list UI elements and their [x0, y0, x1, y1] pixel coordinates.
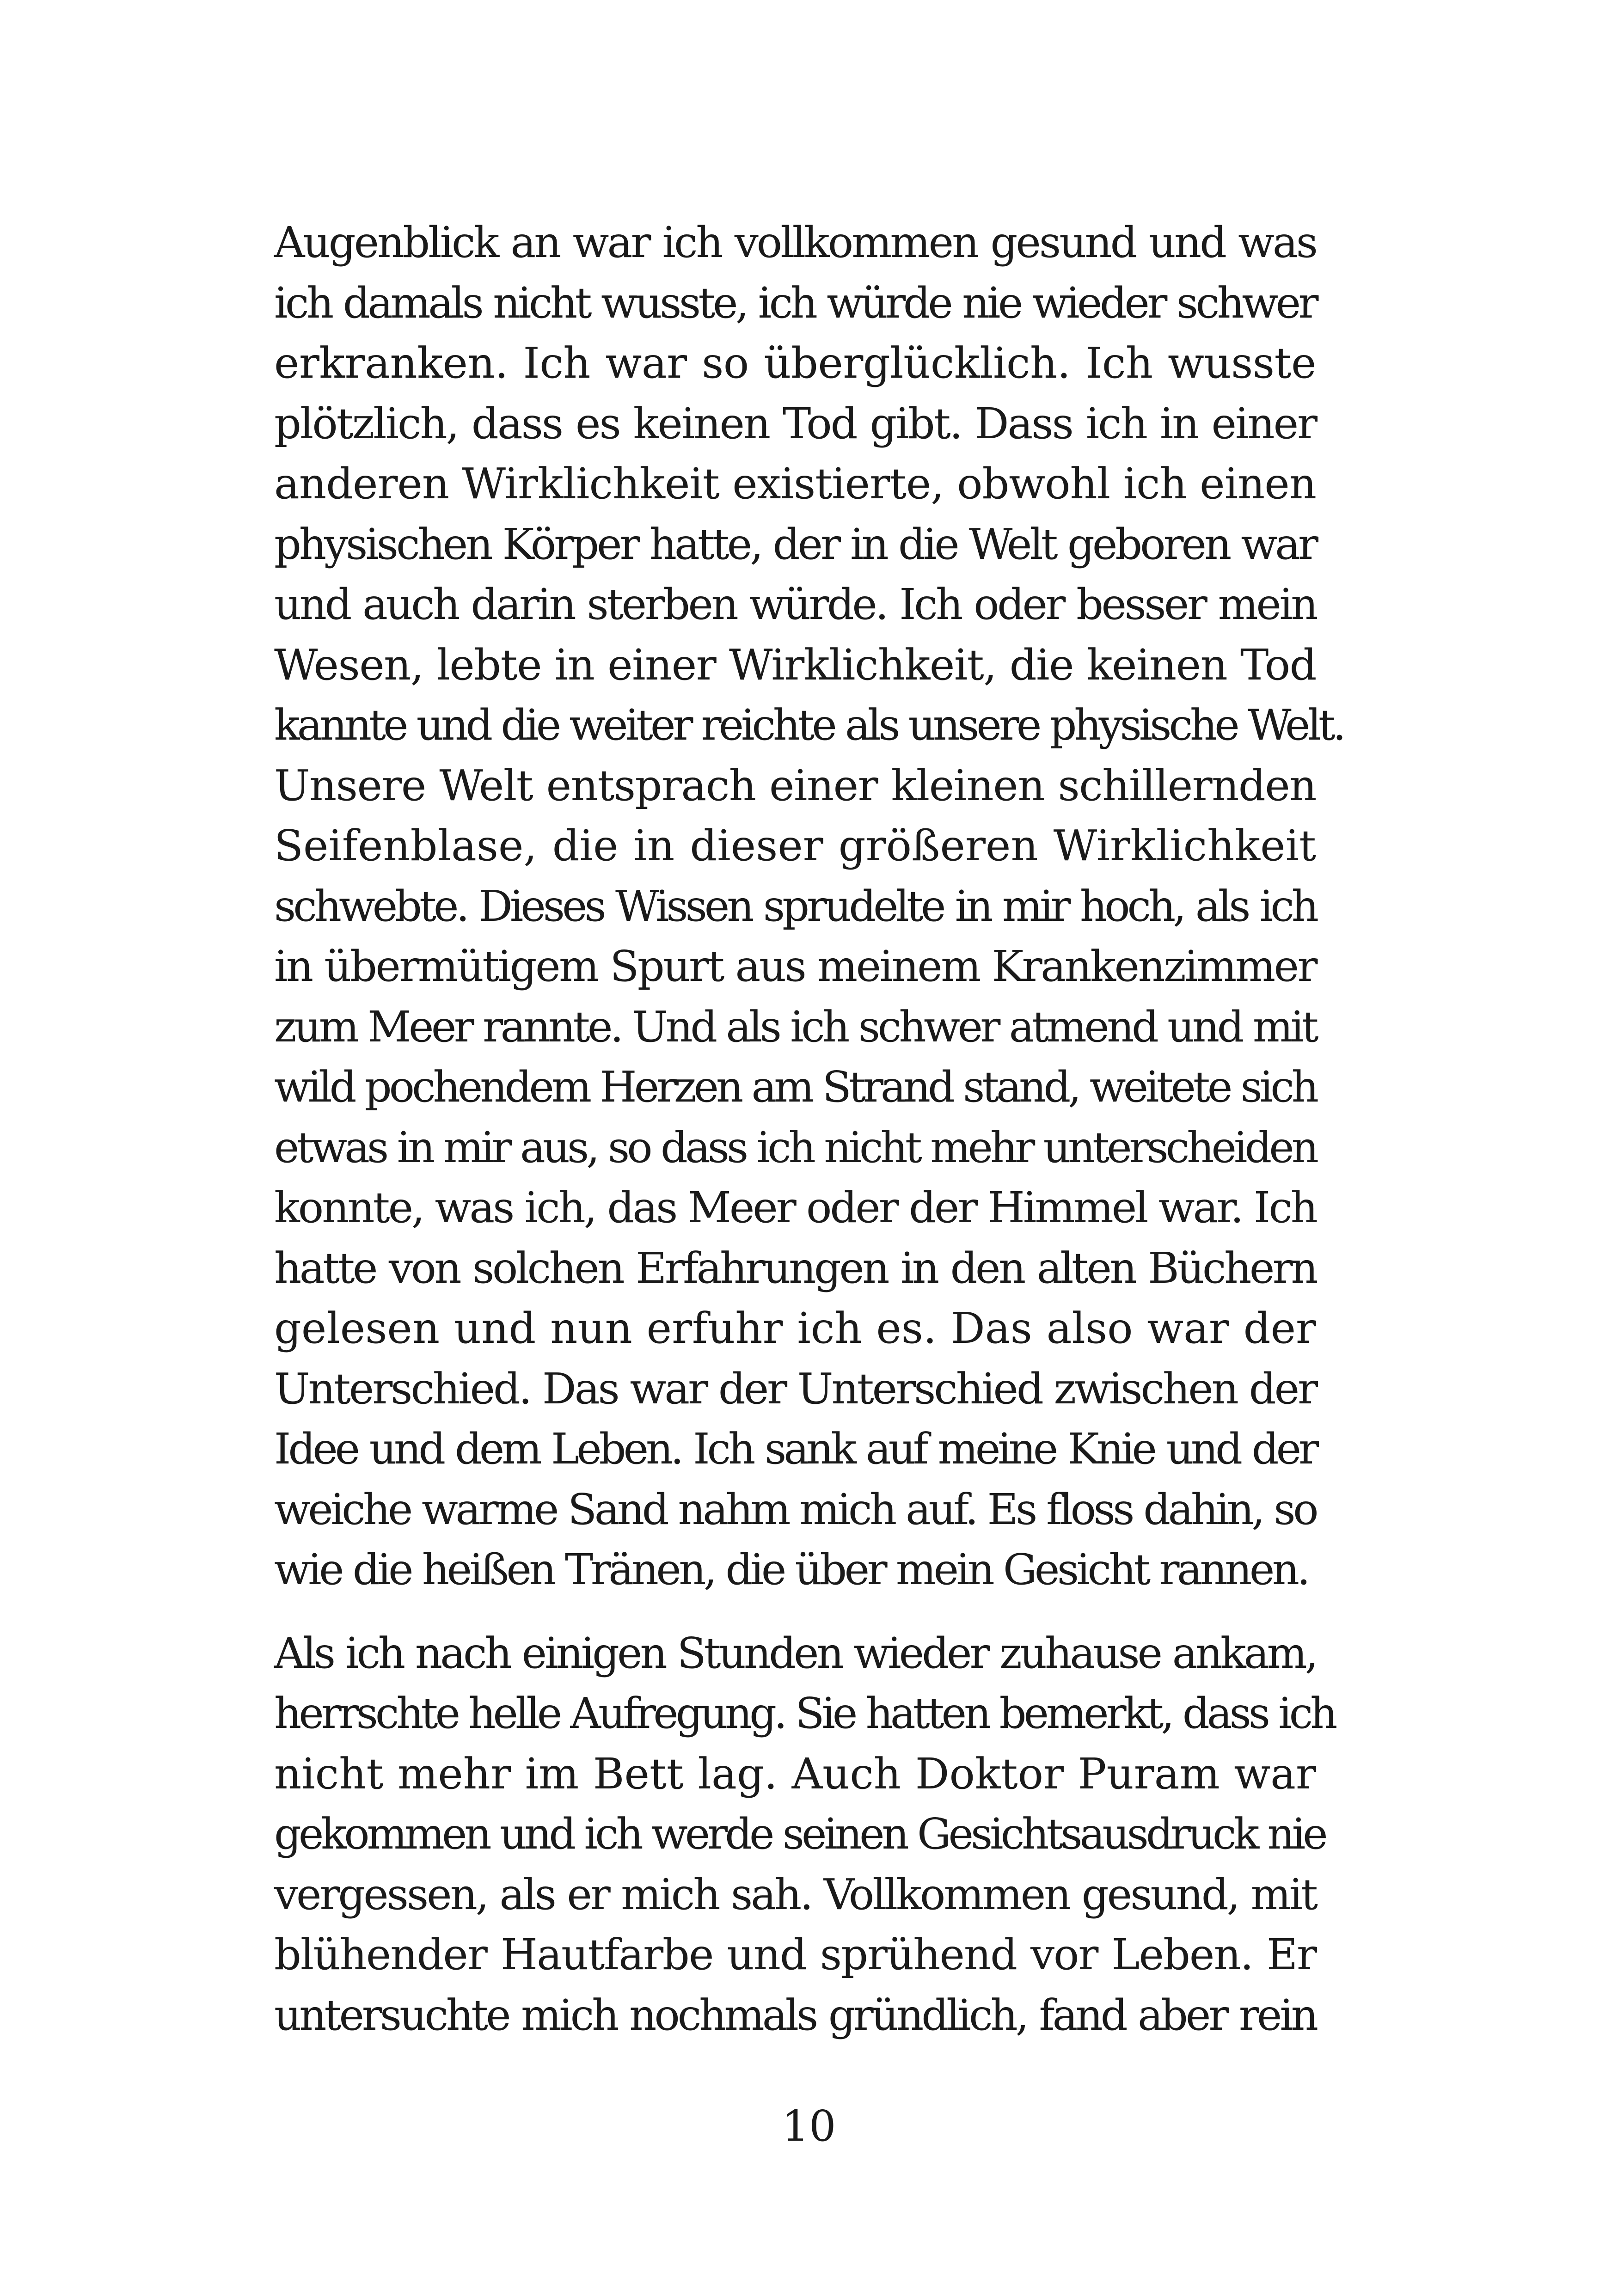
text-line: weiche warme Sand nahm mich auf. Es floss dahin, so: [274, 1484, 1316, 1534]
text-line: in übermütigem Spurt aus meinem Krankenzimmer: [274, 942, 1316, 991]
text-line: wie die heißen Tränen, die über mein Gesicht rannen.: [274, 1545, 1308, 1594]
text-line: gekommen und ich werde seinen Gesichtsausdruck nie: [274, 1809, 1325, 1859]
text-line: und auch darin sterben würde. Ich oder besser mein: [274, 580, 1316, 629]
text-line: Unsere Welt entsprach einer kleinen schillernden: [274, 760, 1316, 810]
text-line: Als ich nach einigen Stunden wieder zuhause ankam,: [274, 1628, 1316, 1678]
text-line: ich damals nicht wusste, ich würde nie wieder schwer: [274, 278, 1316, 328]
text-line: wild pochendem Herzen am Strand stand, weitete sich: [274, 1062, 1316, 1112]
text-line: schwebte. Dieses Wissen sprudelte in mir hoch, als ich: [274, 881, 1316, 931]
text-line: plötzlich, dass es keinen Tod gibt. Dass ich in einer: [274, 398, 1316, 448]
text-line: gelesen und nun erfuhr ich es. Das also war der: [274, 1304, 1316, 1353]
text-line: Wesen, lebte in einer Wirklichkeit, die keinen Tod: [274, 640, 1316, 690]
text-line: etwas in mir aus, so dass ich nicht mehr unterscheiden: [274, 1122, 1316, 1172]
text-line: konnte, was ich, das Meer oder der Himmel war. Ich: [274, 1183, 1316, 1232]
body-text: [274, 213, 1344, 2045]
paragraph-gap: [274, 1600, 1316, 1623]
text-line: blühender Hautfarbe und sprühend vor Leben. Er: [274, 1930, 1316, 1979]
page-number: 10: [782, 2101, 836, 2151]
text-line: Seifenblase, die in dieser größeren Wirklichkeit: [274, 821, 1316, 870]
paragraph-2: [274, 1623, 1335, 2046]
text-line: nicht mehr im Bett lag. Auch Doktor Puram war: [274, 1749, 1316, 1799]
text-line: zum Meer rannte. Und als ich schwer atmend und mit: [274, 1002, 1316, 1052]
text-line: vergessen, als er mich sah. Vollkommen gesund, mit: [274, 1869, 1316, 1919]
text-line: physischen Körper hatte, der in die Welt geboren war: [274, 519, 1316, 569]
text-line: Unterschied. Das war der Unterschied zwischen der: [274, 1364, 1316, 1414]
text-line: kannte und die weiter reichte als unsere physische Welt.: [274, 700, 1344, 750]
text-line: erkranken. Ich war so überglücklich. Ich wusste: [274, 338, 1316, 388]
text-line: Augenblick an war ich vollkommen gesund und was: [274, 218, 1316, 267]
text-line: herrschte helle Aufregung. Sie hatten bemerkt, dass ich: [274, 1689, 1335, 1738]
paragraph-1: [274, 213, 1344, 1600]
text-line: Idee und dem Leben. Ich sank auf meine Knie und der: [274, 1424, 1316, 1474]
text-line: anderen Wirklichkeit existierte, obwohl ich einen: [274, 459, 1316, 508]
text-line: untersuchte mich nochmals gründlich, fand aber rein: [274, 1990, 1316, 2040]
text-line: hatte von solchen Erfahrungen in den alten Büchern: [274, 1243, 1316, 1293]
